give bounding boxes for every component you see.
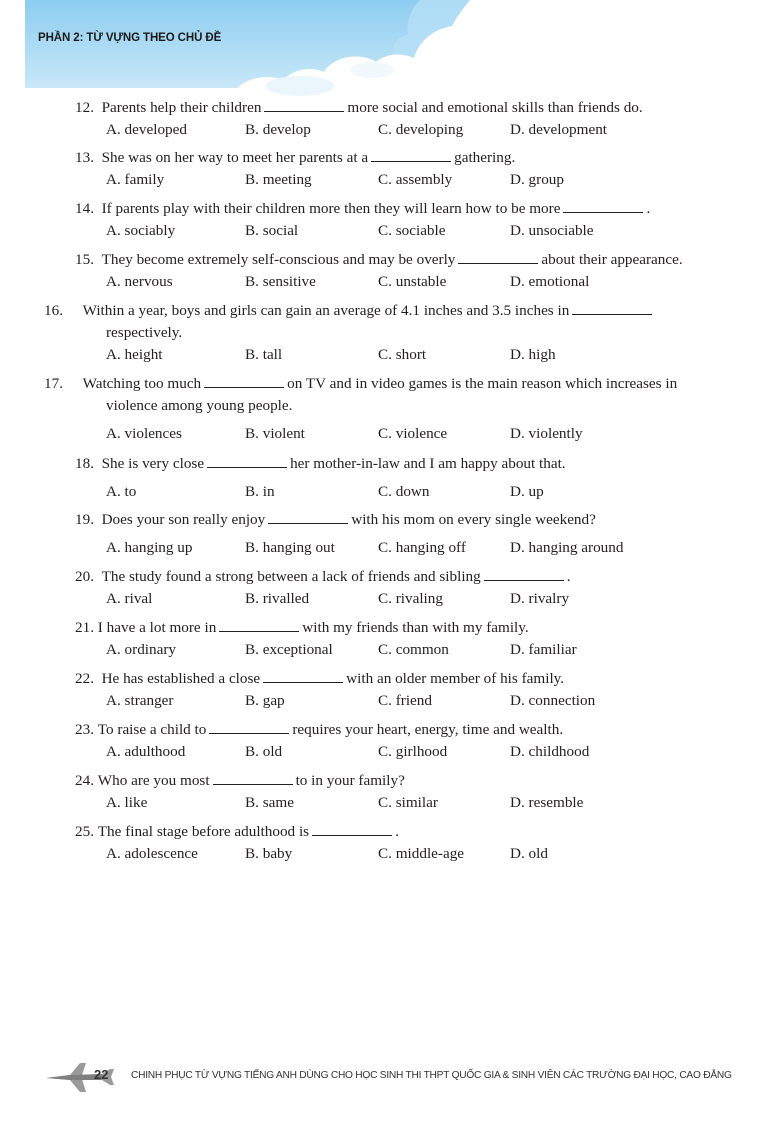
question-13 <box>75 147 715 191</box>
stem-before: Does your son really enjoy <box>101 511 266 528</box>
option-c: C. short <box>378 346 427 363</box>
option-a: A. hanging up <box>106 539 193 556</box>
stem-after: with my friends than with my family. <box>302 619 529 636</box>
question-stem <box>75 249 715 271</box>
option-d: D. emotional <box>510 273 590 290</box>
question-12 <box>75 97 715 141</box>
answer-blank <box>219 618 299 632</box>
option-d: D. violently <box>510 425 583 442</box>
stem-before: I have a lot more in <box>97 619 217 636</box>
option-a: A. sociably <box>106 222 176 239</box>
option-c: C. similar <box>378 794 438 811</box>
option-c: C. violence <box>378 425 448 442</box>
options-row <box>106 220 715 242</box>
option-d: D. up <box>510 483 544 500</box>
option-b: B. hanging out <box>245 539 335 556</box>
options-row <box>106 169 715 191</box>
stem-after: with an older member of his family. <box>346 670 565 687</box>
stem-after: . <box>566 568 571 585</box>
option-c: C. unstable <box>378 273 447 290</box>
option-d: D. unsociable <box>510 222 594 239</box>
option-a: A. stranger <box>106 692 174 709</box>
option-a: A. rival <box>106 590 153 607</box>
question-22 <box>75 668 715 712</box>
option-c: C. assembly <box>378 171 453 188</box>
option-b: B. baby <box>245 845 293 862</box>
question-stem <box>75 566 715 588</box>
question-stem <box>75 719 715 741</box>
question-17 <box>44 373 715 445</box>
options-row <box>106 741 715 763</box>
options-row <box>106 344 715 366</box>
option-d: D. old <box>510 845 548 862</box>
options-row <box>106 271 715 293</box>
question-19 <box>75 509 715 559</box>
question-stem <box>75 453 715 475</box>
option-d: D. connection <box>510 692 596 709</box>
option-a: A. ordinary <box>106 641 177 658</box>
question-number: 19. <box>75 511 94 528</box>
option-c: C. girlhood <box>378 743 448 760</box>
option-b: B. old <box>245 743 283 760</box>
stem-before: The study found a strong between a lack of friends and sibling <box>101 568 481 585</box>
option-a: A. nervous <box>106 273 173 290</box>
stem-before: He has established a close <box>101 670 261 687</box>
stem-after: more social and emotional skills than friends do. <box>347 99 643 116</box>
stem-after: respectively. <box>106 324 183 341</box>
options-row <box>106 639 715 661</box>
stem-after: gathering. <box>454 149 516 166</box>
question-number: 12. <box>75 99 94 116</box>
question-stem <box>75 97 715 119</box>
question-number: 14. <box>75 200 94 217</box>
option-a: A. to <box>106 483 137 500</box>
answer-blank <box>209 720 289 734</box>
option-b: B. sensitive <box>245 273 316 290</box>
option-c: C. friend <box>378 692 432 709</box>
option-b: B. social <box>245 222 299 239</box>
question-number: 15. <box>75 251 94 268</box>
question-24 <box>75 770 715 814</box>
option-a: A. like <box>106 794 148 811</box>
option-b: B. violent <box>245 425 305 442</box>
book-title: CHINH PHỤC TỪ VỰNG TIẾNG ANH DÙNG CHO HỌC SINH THI THPT QUỐC GIA & SINH VIÊN CÁC TRƯỜNG ĐẠI HỌC, CAO ĐẲNG <box>131 1070 732 1081</box>
question-number: 20. <box>75 568 94 585</box>
question-number: 21. <box>75 619 94 636</box>
question-stem <box>75 147 715 169</box>
question-stem <box>75 668 715 690</box>
option-d: D. rivalry <box>510 590 570 607</box>
question-16 <box>44 300 715 366</box>
stem-after: on TV and in video games is the main reason which increases in violence among young people. <box>106 375 678 414</box>
option-a: A. height <box>106 346 163 363</box>
options-row <box>106 588 715 610</box>
option-c: C. developing <box>378 121 464 138</box>
question-stem <box>75 509 715 531</box>
stem-before: The final stage before adulthood is <box>97 823 310 840</box>
section-title: PHẦN 2: TỪ VỰNG THEO CHỦ ĐỀ <box>38 32 222 44</box>
stem-after: requires your heart, energy, time and wealth. <box>292 721 564 738</box>
option-b: B. meeting <box>245 171 312 188</box>
option-b: B. in <box>245 483 275 500</box>
option-b: B. tall <box>245 346 283 363</box>
answer-blank <box>264 98 344 112</box>
option-b: B. same <box>245 794 294 811</box>
option-c: C. down <box>378 483 430 500</box>
stem-before: They become extremely self-conscious and may be overly <box>101 251 456 268</box>
answer-blank <box>371 148 451 162</box>
option-c: C. rivaling <box>378 590 443 607</box>
option-b: B. exceptional <box>245 641 333 658</box>
stem-after: her mother-in-law and I am happy about that. <box>290 455 566 472</box>
option-a: A. adulthood <box>106 743 186 760</box>
stem-before: She is very close <box>101 455 205 472</box>
stem-before: To raise a child to <box>97 721 207 738</box>
answer-blank <box>563 199 643 213</box>
stem-before: Watching too much <box>82 375 202 392</box>
option-a: A. adolescence <box>106 845 198 862</box>
option-d: D. resemble <box>510 794 584 811</box>
question-25 <box>75 821 715 865</box>
question-20 <box>75 566 715 610</box>
stem-before: Within a year, boys and girls can gain an average of 4.1 inches and 3.5 inches in <box>82 302 570 319</box>
answer-blank <box>572 301 652 315</box>
options-row <box>106 792 715 814</box>
option-c: C. hanging off <box>378 539 466 556</box>
question-number: 24. <box>75 772 94 789</box>
question-stem <box>75 617 715 639</box>
option-d: D. high <box>510 346 556 363</box>
stem-before: If parents play with their children more then they will learn how to be more <box>101 200 561 217</box>
answer-blank <box>268 510 348 524</box>
page-footer <box>0 1055 779 1099</box>
option-a: A. developed <box>106 121 187 138</box>
option-b: B. rivalled <box>245 590 310 607</box>
option-d: D. group <box>510 171 564 188</box>
option-b: B. gap <box>245 692 285 709</box>
options-row <box>106 537 715 559</box>
stem-after: about their appearance. <box>541 251 683 268</box>
option-d: D. familiar <box>510 641 577 658</box>
options-row <box>106 481 715 503</box>
option-b: B. develop <box>245 121 311 138</box>
options-row <box>106 843 715 865</box>
question-18 <box>75 453 715 503</box>
options-row <box>106 423 715 445</box>
answer-blank <box>213 771 293 785</box>
stem-after: . <box>646 200 651 217</box>
question-number: 13. <box>75 149 94 166</box>
stem-before: Who are you most <box>97 772 210 789</box>
page-number: 22 <box>94 1067 109 1082</box>
question-stem <box>75 770 715 792</box>
option-d: D. development <box>510 121 608 138</box>
stem-after: with his mom on every single weekend? <box>351 511 596 528</box>
question-15 <box>75 249 715 293</box>
option-c: C. sociable <box>378 222 446 239</box>
answer-blank <box>312 822 392 836</box>
option-a: A. family <box>106 171 165 188</box>
question-stem: 17. Watching too much on TV and in video games is the main reason which increases in violence among young people. <box>44 375 678 414</box>
answer-blank <box>458 250 538 264</box>
stem-after: . <box>395 823 399 840</box>
options-row <box>106 690 715 712</box>
answer-blank <box>204 374 284 388</box>
question-stem <box>75 821 715 843</box>
option-c: C. common <box>378 641 449 658</box>
option-d: D. hanging around <box>510 539 624 556</box>
stem-before: Parents help their children <box>101 99 262 116</box>
option-a: A. violences <box>106 425 182 442</box>
option-c: C. middle-age <box>378 845 465 862</box>
stem-after: to in your family? <box>295 772 405 789</box>
question-stem <box>75 198 715 220</box>
question-stem: 16. Within a year, boys and girls can gain an average of 4.1 inches and 3.5 inches in respectively. <box>75 300 715 344</box>
question-23 <box>75 719 715 763</box>
question-number: 25. <box>75 823 94 840</box>
answer-blank <box>484 567 564 581</box>
answer-blank <box>263 669 343 683</box>
question-14 <box>75 198 715 242</box>
question-number: 18. <box>75 455 94 472</box>
question-21 <box>75 617 715 661</box>
answer-blank <box>207 454 287 468</box>
option-d: D. childhood <box>510 743 590 760</box>
stem-before: She was on her way to meet her parents at a <box>101 149 369 166</box>
options-row <box>106 119 715 141</box>
question-number: 22. <box>75 670 94 687</box>
question-number: 23. <box>75 721 94 738</box>
